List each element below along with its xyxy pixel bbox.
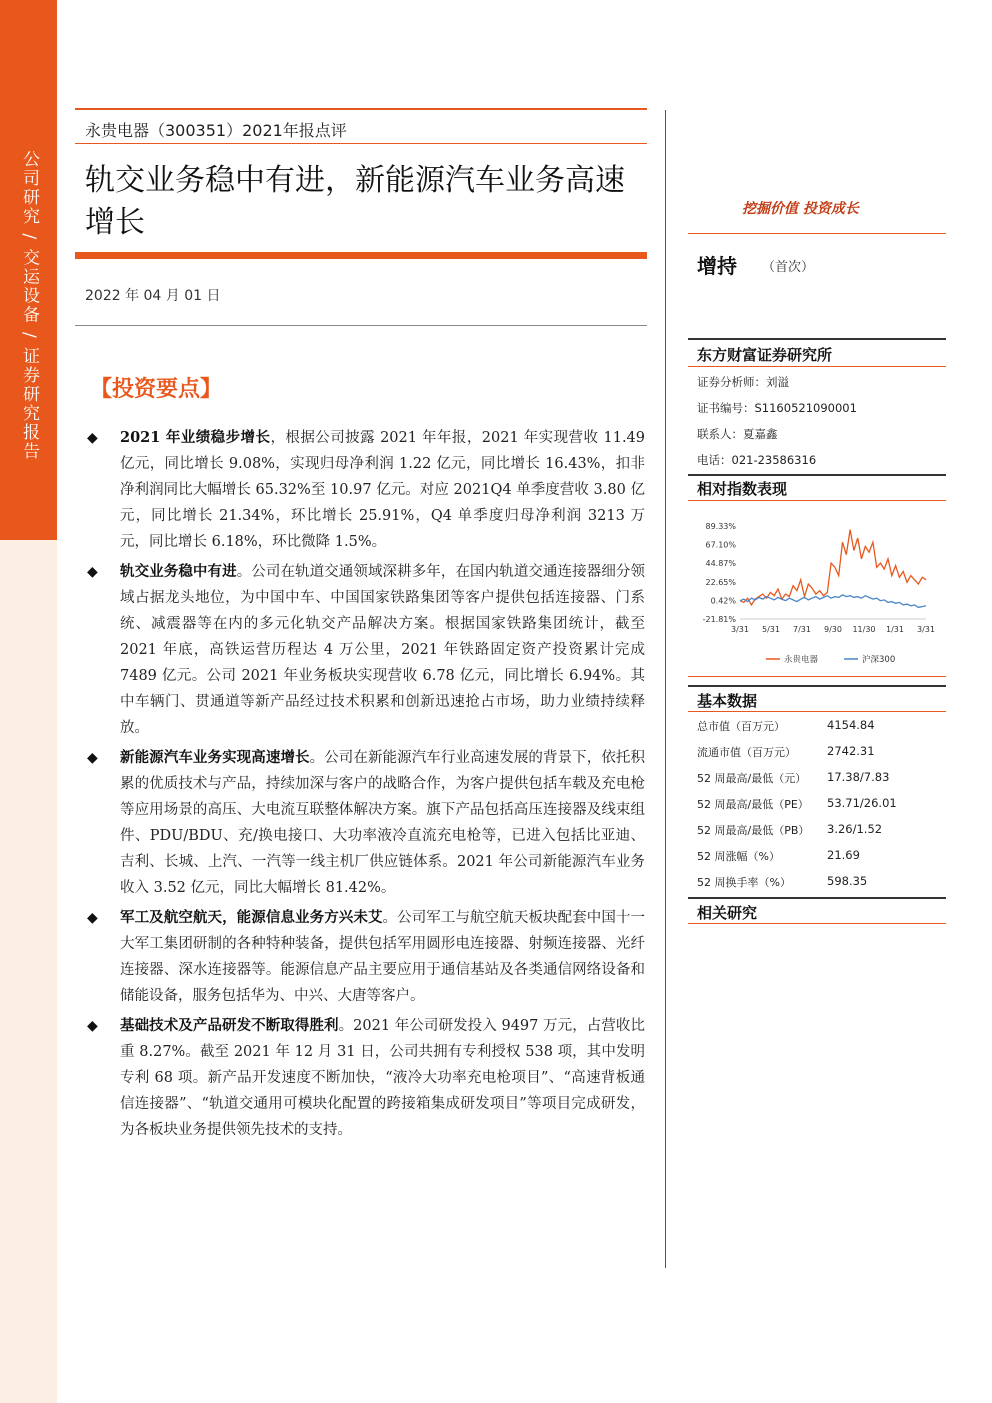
- row-label: 52 周最高/最低（PB）: [697, 824, 810, 837]
- row-label: 52 周涨幅（%）: [697, 850, 780, 863]
- column-divider: [665, 110, 666, 1268]
- chart-legend: [766, 654, 895, 665]
- row-label: 52 周最高/最低（PE）: [697, 798, 809, 811]
- bullet-body: 。公司军工与航空航天板块配套中国十一大军工集团研制的各种特种装备，提供包括军用圆形电连接器、射频连接器、光纤连接器、深水连接器等。能源信息产品主要应用于通信基站及各类通信网络设备和储能设备，服务包括华为、中兴、大唐等客户。: [120, 910, 646, 1004]
- y-axis-ticks: [703, 522, 737, 624]
- chart-heading: 相对指数表现: [697, 480, 788, 498]
- bullet-heading: 军工及航空航天，能源信息业务方兴未艾: [120, 909, 383, 926]
- bullet-item: [85, 425, 645, 555]
- institute-rule: [688, 338, 946, 340]
- bullet-heading: 新能源汽车业务实现高速增长: [120, 749, 310, 766]
- chart-series: [740, 530, 926, 608]
- bullet-body: ，根据公司披露 2021 年年报，2021 年实现营收 11.49 亿元，同比增长 9.08%，实现归母净利润 1.22 亿元，同比增长 16.43%，扣非净利润同比大幅增长 65.32%至 10.97 亿元。对应 2021Q4 单季度营收 3.80 亿元，同比增长 21.34%，环比增长 25.91%，Q4 单季度归母净利润 3213 万元，同比增长 6.18%，环比微降 1.5%。: [120, 430, 646, 550]
- investment-points: [85, 425, 645, 1147]
- diamond-bullet-icon: ◆: [87, 1018, 98, 1034]
- rating-qualifier: （首次）: [762, 260, 815, 275]
- chart-heading-rule: [688, 474, 946, 476]
- row-label: 52 周换手率（%）: [697, 876, 791, 889]
- section-title: 【投资要点】: [90, 376, 223, 402]
- y-tick-label: 89.33%: [705, 522, 736, 531]
- series-line: [740, 530, 926, 605]
- headline-bar: [75, 252, 647, 259]
- row-value: 2742.31: [827, 744, 875, 758]
- bullet-heading: 2021 年业绩稳步增长: [120, 429, 271, 446]
- bullet-item: [85, 905, 645, 1009]
- bullet-item: [85, 559, 645, 741]
- x-tick-label: 11/30: [852, 625, 876, 634]
- slogan: 挖掘价值 投资成长: [742, 201, 859, 217]
- y-tick-label: 67.10%: [705, 540, 736, 550]
- relative-index-chart: [688, 512, 946, 672]
- x-tick-label: 3/31: [731, 625, 749, 634]
- rating-top-rule: [688, 233, 946, 234]
- headline: 轨交业务稳中有进，新能源汽车业务高速增长: [85, 163, 625, 240]
- legend-label: 沪深300: [862, 655, 896, 665]
- row-value: 21.69: [827, 848, 860, 862]
- y-tick-label: 0.42%: [710, 596, 736, 606]
- report-title: 永贵电器（300351）2021年报点评: [85, 121, 347, 140]
- bullet-item: [85, 745, 645, 901]
- legend-label: 永贵电器: [784, 655, 819, 665]
- header-thin-rule: [75, 143, 647, 144]
- row-label: 总市值（百万元）: [697, 720, 785, 733]
- bullet-body: 。公司在新能源汽车行业高速发展的背景下，依托积累的优质技术与产品，持续加深与客户的战略合作，为客户提供包括车载及充电枪等应用场景的高压、大电流互联整体解决方案。旗下产品包括高压连接器及线束组件、PDU/BDU、充/换电接口、大功率液冷直流充电枪等，已进入包括比亚迪、吉利、长城、上汽、一汽等一线主机厂供应链体系。2021 年公司新能源汽车业务收入 3.52 亿元，同比大幅增长 81.42%。: [120, 750, 646, 896]
- diamond-bullet-icon: ◆: [87, 750, 98, 766]
- diamond-bullet-icon: ◆: [87, 430, 98, 446]
- date-rule: [75, 325, 647, 326]
- row-value: 17.38/7.83: [827, 770, 890, 784]
- y-tick-label: 44.87%: [705, 559, 736, 569]
- rating: 增持: [697, 254, 737, 278]
- basic-data-underline: [688, 711, 946, 712]
- row-value: 4154.84: [827, 718, 875, 732]
- row-label: 流通市值（百万元）: [697, 746, 796, 759]
- diamond-bullet-icon: ◆: [87, 910, 98, 926]
- row-label: 52 周最高/最低（元）: [697, 772, 807, 785]
- diamond-bullet-icon: ◆: [87, 564, 98, 580]
- row-value: 3.26/1.52: [827, 822, 883, 836]
- cert-number: 证书编号：S1160521090001: [697, 401, 857, 415]
- x-tick-label: 3/31: [917, 625, 935, 634]
- institute-name: 东方财富证券研究所: [697, 346, 833, 364]
- bullet-body: 。公司在轨道交通领域深耕多年，在国内轨道交通连接器细分领域占据龙头地位，为中国中车、中国国家铁路集团等客户提供包括连接器、门系统、减震器等在内的多元化轨交产品解决方案。根据国家铁路集团统计，截至 2021 年底，高铁运营历程达 4 万公里，2021 年铁路固定资产投资累计完成 7489 亿元。公司 2021 年业务板块实现营收 6.78 亿元，同比增长 6.94%。其中车辆门、贯通道等新产品经过技术积累和创新迅速抢占市场，助力业绩持续释放。: [120, 564, 645, 736]
- basic-data-heading: 基本数据: [697, 692, 758, 710]
- header-top-rule: [75, 108, 647, 110]
- bullet-item: [85, 1013, 645, 1143]
- related-underline: [688, 923, 946, 924]
- x-axis-ticks: [731, 625, 935, 634]
- y-tick-label: 22.65%: [705, 577, 736, 587]
- phone: 电话：021-23586316: [697, 453, 817, 467]
- chart-heading-underline: [688, 500, 946, 501]
- institute-underline: [688, 366, 946, 367]
- row-value: 598.35: [827, 874, 868, 888]
- bullet-heading: 基础技术及产品研发不断取得胜利: [120, 1017, 339, 1034]
- x-tick-label: 7/31: [793, 625, 811, 634]
- contact: 联系人：夏嘉鑫: [697, 427, 778, 441]
- x-tick-label: 1/31: [886, 625, 904, 634]
- basic-data-rule: [688, 685, 946, 687]
- bullet-heading: 轨交业务稳中有进: [120, 563, 237, 580]
- x-tick-label: 9/30: [824, 625, 842, 634]
- x-tick-label: 5/31: [762, 625, 780, 634]
- chart-bottom-rule: [688, 676, 946, 677]
- related-heading: 相关研究: [697, 904, 758, 922]
- related-rule: [688, 897, 946, 899]
- sidebar-category: 公司研究 / 交运设备 / 证券研究报告: [19, 150, 39, 462]
- bullet-body: 。2021 年公司研发投入 9497 万元，占营收比重 8.27%。截至 2021 年 12 月 31 日，公司共拥有专利授权 538 项，其中发明专利 68 项。新产品开发速度不断加快，“液冷大功率充电枪项目”、“高速背板通信连接器”、“轨道交通用可模块化配置的跨接箱集成研发项目”等项目完成研发，为各板块业务提供领先技术的支持。: [120, 1018, 645, 1138]
- report-date: 2022 年 04 月 01 日: [85, 288, 221, 304]
- analyst: 证券分析师：刘溢: [697, 375, 789, 389]
- row-value: 53.71/26.01: [827, 796, 897, 810]
- series-line: [740, 595, 926, 608]
- y-tick-label: -21.81%: [702, 615, 736, 624]
